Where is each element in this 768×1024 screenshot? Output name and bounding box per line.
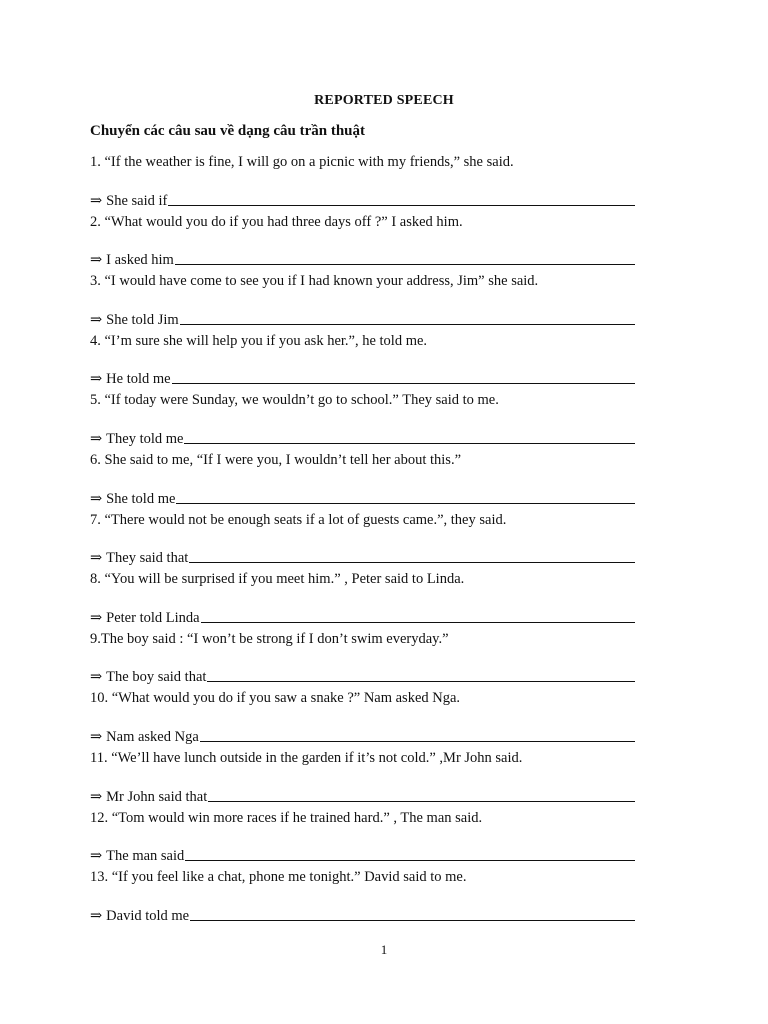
answer-blank	[200, 727, 635, 742]
arrow-icon: ⇒	[90, 550, 103, 567]
answer-line	[90, 300, 635, 330]
answer-blank	[184, 429, 635, 444]
answer-lead: They told me	[106, 430, 184, 447]
answer-lead: I asked him	[106, 252, 174, 269]
page-number: 1	[380, 942, 388, 957]
answer-lead: She said if	[106, 192, 168, 209]
answer-blank	[175, 250, 635, 265]
arrow-icon: ⇒	[90, 192, 103, 209]
answer-blank	[208, 787, 635, 802]
exercise-question: 2. “What would you do if you had three days off ?” I asked him.	[90, 213, 463, 230]
arrow-icon: ⇒	[90, 609, 103, 626]
exercise-item	[90, 687, 635, 747]
exercise-question: 8. “You will be surprised if you meet him.” , Peter said to Linda.	[90, 571, 465, 588]
exercise-list	[90, 151, 635, 926]
exercise-item	[90, 747, 635, 807]
exercise-item	[90, 509, 635, 569]
exercise-question: 1. “If the weather is fine, I will go on a picnic with my friends,” she said.	[90, 154, 514, 170]
answer-line	[90, 538, 635, 568]
answer-line	[90, 777, 635, 807]
answer-line	[90, 896, 635, 926]
arrow-icon: ⇒	[90, 788, 103, 805]
exercise-item	[90, 866, 635, 926]
exercise-item	[90, 330, 635, 390]
exercise-question: 7. “There would not be enough seats if a lot of guests came.”, they said.	[90, 511, 507, 528]
exercise-question: 13. “If you feel like a chat, phone me tonight.” David said to me.	[90, 869, 467, 886]
answer-blank	[185, 846, 635, 861]
arrow-icon: ⇒	[90, 728, 103, 745]
exercise-item	[90, 151, 635, 211]
answer-lead: He told me	[106, 371, 171, 388]
answer-line	[90, 598, 635, 628]
exercise-item	[90, 628, 635, 688]
answer-line	[90, 658, 635, 688]
answer-line	[90, 836, 635, 866]
exercise-item	[90, 211, 635, 271]
exercise-question: 12. “Tom would win more races if he trained hard.” , The man said.	[90, 809, 483, 826]
arrow-icon: ⇒	[90, 252, 103, 269]
arrow-icon: ⇒	[90, 848, 103, 865]
answer-blank	[168, 191, 635, 206]
answer-line	[90, 717, 635, 747]
answer-line	[90, 240, 635, 270]
arrow-icon: ⇒	[90, 907, 103, 924]
arrow-icon: ⇒	[90, 371, 103, 388]
answer-lead: The man said	[106, 848, 185, 865]
answer-blank	[189, 548, 635, 563]
answer-lead: Peter told Linda	[106, 609, 200, 626]
answer-blank	[176, 489, 635, 504]
answer-lead: Mr John said that	[106, 788, 208, 805]
exercise-question: 6. She said to me, “If I were you, I wouldn’t tell her about this.”	[90, 451, 462, 468]
exercise-question: 4. “I’m sure she will help you if you ask her.”, he told me.	[90, 332, 428, 349]
arrow-icon: ⇒	[90, 490, 103, 507]
exercise-item	[90, 568, 635, 628]
answer-lead: The boy said that	[106, 669, 207, 686]
answer-blank	[172, 369, 635, 384]
answer-line	[90, 360, 635, 390]
answer-line	[90, 419, 635, 449]
arrow-icon: ⇒	[90, 669, 103, 686]
answer-blank	[201, 608, 635, 623]
answer-line	[90, 181, 635, 211]
exercise-question: 5. “If today were Sunday, we wouldn’t go to school.” They said to me.	[90, 392, 499, 409]
exercise-question: 9.The boy said : “I won’t be strong if I don’t swim everyday.”	[90, 630, 449, 647]
answer-blank	[190, 906, 635, 921]
exercise-item	[90, 449, 635, 509]
exercise-item	[90, 270, 635, 330]
instruction-heading: Chuyển các câu sau về dạng câu trần thuật	[90, 123, 366, 139]
answer-line	[90, 479, 635, 509]
exercise-item	[90, 389, 635, 449]
exercise-item	[90, 807, 635, 867]
answer-lead: She told me	[106, 490, 176, 507]
answer-blank	[207, 667, 635, 682]
answer-blank	[180, 310, 635, 325]
exercise-question: 11. “We’ll have lunch outside in the garden if it’s not cold.” ,Mr John said.	[90, 749, 523, 766]
exercise-question: 3. “I would have come to see you if I had known your address, Jim” she said.	[90, 273, 539, 290]
answer-lead: They said that	[106, 550, 189, 567]
answer-lead: Nam asked Nga	[106, 728, 199, 745]
answer-lead: David told me	[106, 907, 190, 924]
arrow-icon: ⇒	[90, 311, 103, 328]
page-title: REPORTED SPEECH	[314, 93, 454, 108]
arrow-icon: ⇒	[90, 430, 103, 447]
exercise-question: 10. “What would you do if you saw a snake ?” Nam asked Nga.	[90, 690, 461, 707]
answer-lead: She told Jim	[106, 311, 179, 328]
